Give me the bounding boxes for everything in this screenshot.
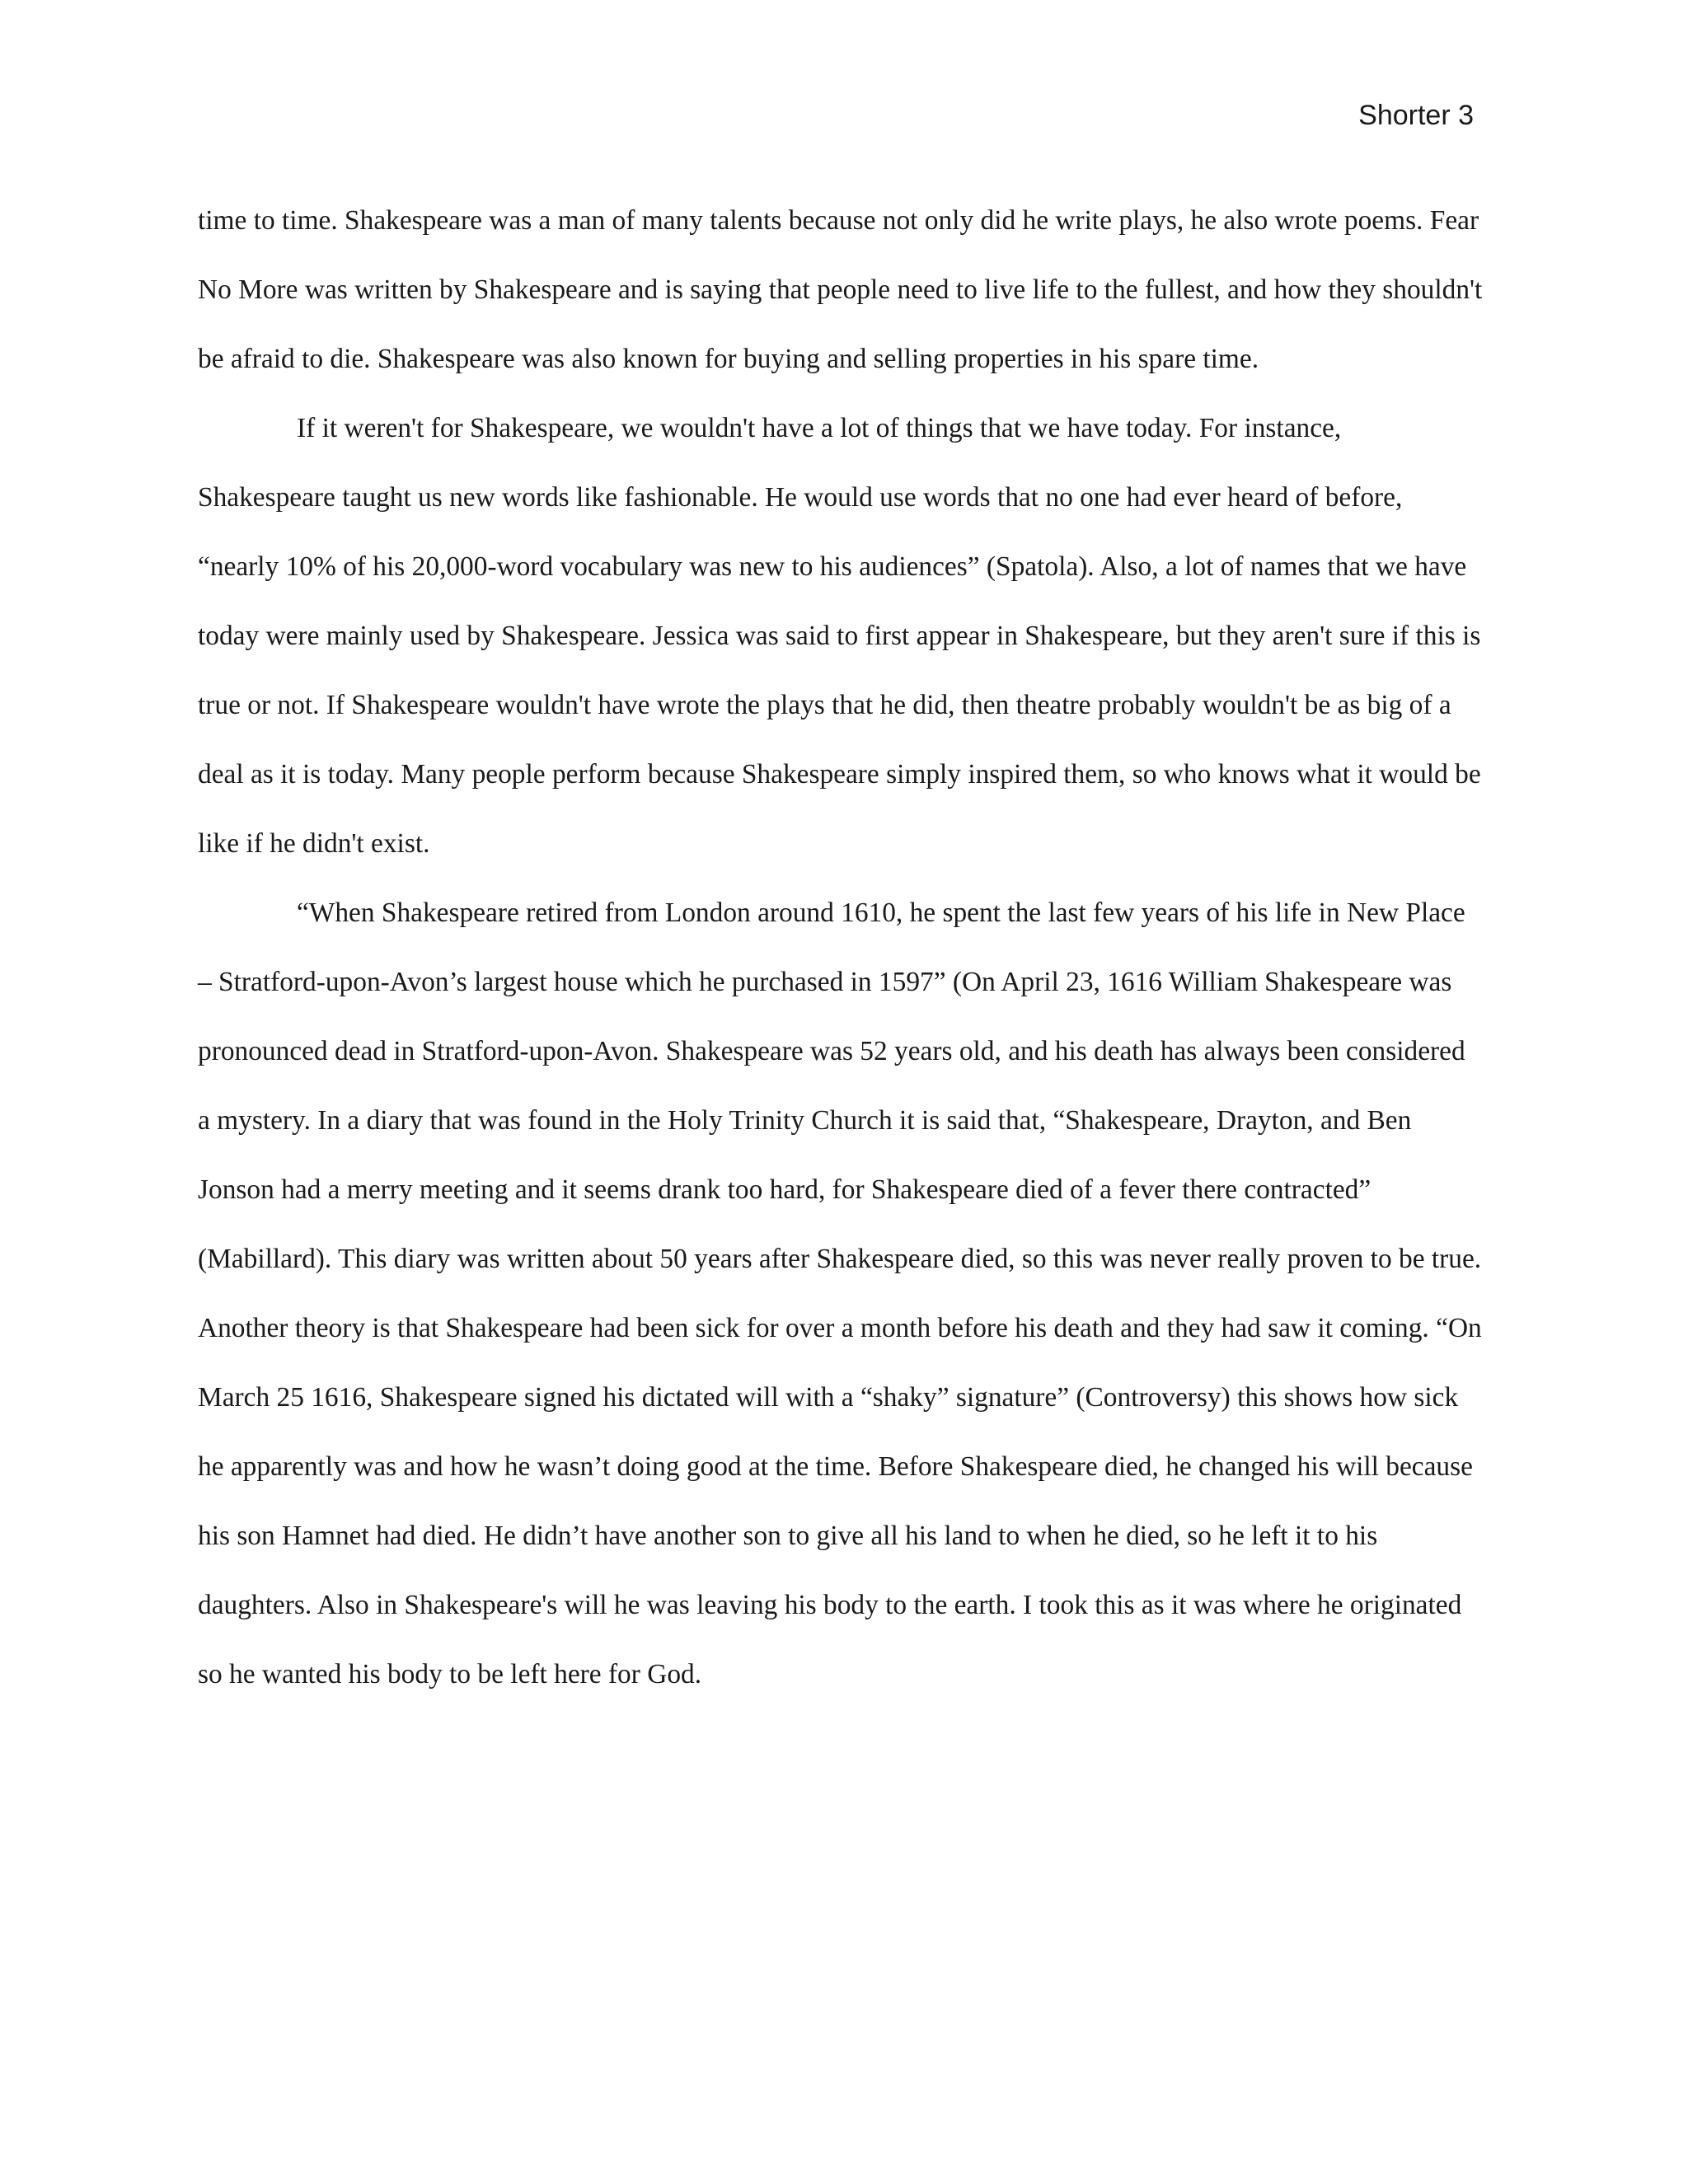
essay-body — [198, 186, 1484, 1709]
running-head: Shorter 3 — [1358, 100, 1474, 131]
paragraph-death: “When Shakespeare retired from London around 1610, he spent the last few years of his life in New Place – Stratford-upon-Avon’s largest house which he purchased in 1597” (On April 23, 1616 William Shakespeare was pronounced dead in Stratford-upon-Avon. Shakespeare was 52 years old, and his death has always been considered a mystery. In a diary that was found in the Holy Trinity Church it is said that, “Shakespeare, Drayton, and Ben Jonson had a merry meeting and it seems drank too hard, for Shakespeare died of a fever there contracted” (Mabillard). This diary was written about 50 years after Shakespeare died, so this was never really proven to be true. Another theory is that Shakespeare had been sick for over a month before his death and they had saw it coming. “On March 25 1616, Shakespeare signed his dictated will with a “shaky” signature” (Controversy) this shows how sick he apparently was and how he wasn’t doing good at the time. Before Shakespeare died, he changed his will because his son Hamnet had died. He didn’t have another son to give all his land to when he died, so he left it to his daughters. Also in Shakespeare's will he was leaving his body to the earth. I took this as it was where he originated so he wanted his body to be left here for God. — [198, 898, 1482, 1690]
paragraph-legacy: If it weren't for Shakespeare, we wouldn't have a lot of things that we have today. For instance, Shakespeare taught us new words like fashionable. He would use words that no one had ever heard of before, “nearly 10% of his 20,000-word vocabulary was new to his audiences” (Spatola). Also, a lot of names that we have today were mainly used by Shakespeare. Jessica was said to first appear in Shakespeare, but they aren't sure if this is true or not. If Shakespeare wouldn't have wrote the plays that he did, then theatre probably wouldn't be as big of a deal as it is today. Many people perform because Shakespeare simply inspired them, so who knows what it would be like if he didn't exist. — [198, 413, 1481, 859]
paragraph-continuation: time to time. Shakespeare was a man of many talents because not only did he write plays, he also wrote poems. Fear No More was written by Shakespeare and is saying that people need to live life to the fullest, and how they shouldn't be afraid to die. Shakespeare was also known for buying and selling properties in his spare time. — [198, 205, 1483, 374]
